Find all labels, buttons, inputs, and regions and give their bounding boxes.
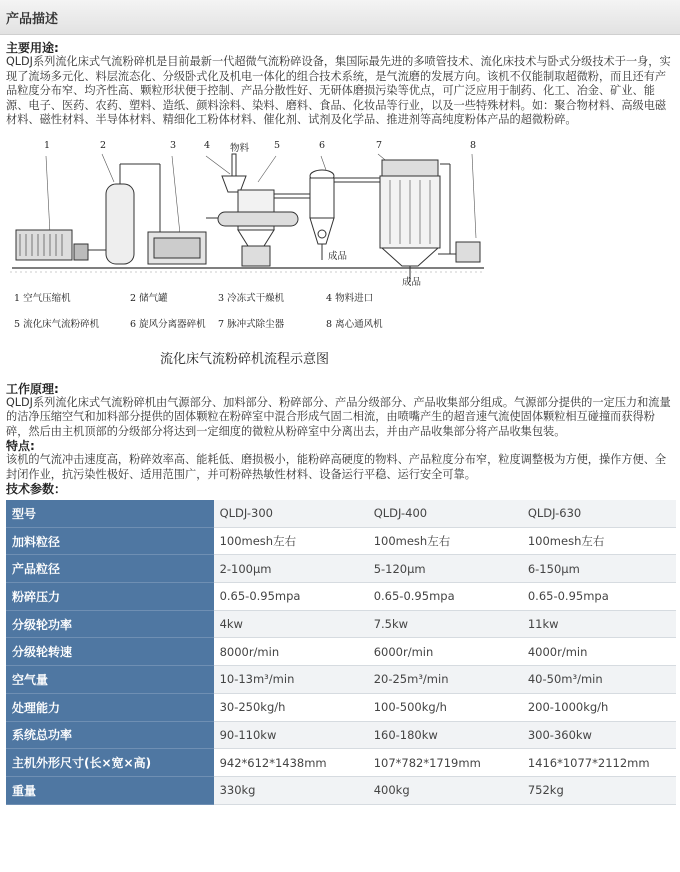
process-flow-drawing xyxy=(10,134,486,378)
spec-value: 20-25m³/min xyxy=(368,666,522,694)
spec-label: 系统总功率 xyxy=(6,721,214,749)
spec-value: 4000r/min xyxy=(522,638,676,666)
diagram-number-7: 7 xyxy=(376,139,383,151)
table-row xyxy=(6,776,676,804)
features-text: 该机的气流冲击速度高，粉碎效率高、能耗低、磨损极小，能粉碎高硬度的物料、产品粒度分布窄，粒度调整极为方便，操作方便、全封闭作业，抗污染性极好、适用范围广，并可粉碎热敏性材料、设备运行平稳、运行安全可靠。 xyxy=(6,453,667,481)
legend-item-7: 7 脉冲式除尘器 xyxy=(218,318,285,330)
spec-value: QLDJ-630 xyxy=(522,500,676,527)
spec-table xyxy=(6,500,676,805)
usage-text: QLDJ系列流化床式气流粉碎机是目前最新一代超微气流粉碎设备，集国际最先进的多喷管技术、流化床技术与卧式分级技术于一身，实现了流场多元化、料层流态化、分级卧式化及机电一体化的组合技术系统，是气流磨的发展方向。该机不仅能制取超微粉，而且还有产品粒度分布窄、均齐性高、颗粒形状便于控制、产品分散性好、无研体磨损污染等优点，可广泛应用于制药、化工、冶金、矿业、能源、电子、医药、农药、塑料、造纸、颜料涂料、染料、磨料、食品、化妆品等行业，以及一些特殊材料。如：聚合物材料、高级电磁材料、磁性材料、半导体材料、精细化工粉体材料、催化剂、试剂及化学品、推进剂等高纯度粉体产品的超微粉碎。 xyxy=(6,55,671,126)
spec-value: 6-150μm xyxy=(522,555,676,583)
legend-item-6: 6 旋风分离器碎机 xyxy=(130,318,206,330)
spec-value: 200-1000kg/h xyxy=(522,693,676,721)
diagram-number-5: 5 xyxy=(274,139,281,151)
legend-item-2: 2 储气罐 xyxy=(130,292,168,304)
table-row xyxy=(6,583,676,611)
spec-value: 330kg xyxy=(214,776,368,804)
spec-value: 100-500kg/h xyxy=(368,693,522,721)
spec-value: 0.65-0.95mpa xyxy=(368,583,522,611)
spec-value: 100mesh左右 xyxy=(522,527,676,555)
spec-value: 0.65-0.95mpa xyxy=(214,583,368,611)
product-label-1: 成品 xyxy=(328,250,348,262)
spec-value: 160-180kw xyxy=(368,721,522,749)
principle-title: 工作原理: xyxy=(6,381,59,396)
section-title: 产品描述 xyxy=(6,11,59,27)
spec-value: 942*612*1438mm xyxy=(214,749,368,777)
spec-value: QLDJ-400 xyxy=(368,500,522,527)
diagram-caption: 流化床气流粉碎机流程示意图 xyxy=(160,351,330,367)
spec-label: 产品粒径 xyxy=(6,555,214,583)
spec-value: 6000r/min xyxy=(368,638,522,666)
spec-value: 0.65-0.95mpa xyxy=(522,583,676,611)
table-row xyxy=(6,555,676,583)
diagram-number-2: 2 xyxy=(100,139,107,151)
principle-text: QLDJ系列流化床式气流粉碎机由气源部分、加料部分、粉碎部分、产品分级部分、产品收集部分组成。气源部分提供的一定压力和流量的洁净压缩空气和加料部分提供的固体颗粒在粉碎室中混合形成气固二相流，由喷嘴产生的超音速气流使固体颗粒相互碰撞而获得粉碎，然后由主机顶部的分级部分将达到一定细度的微粒从粉碎室中分离出去，并由产品收集部分将产品收集包装。 xyxy=(6,395,671,438)
legend-item-5: 5 流化床气流粉碎机 xyxy=(14,318,100,330)
diagram-number-1: 1 xyxy=(44,139,51,151)
spec-value: 5-120μm xyxy=(368,555,522,583)
spec-title: 技术参数： xyxy=(6,482,67,496)
table-row xyxy=(6,749,676,777)
spec-label: 型号 xyxy=(6,500,214,527)
spec-value: 8000r/min xyxy=(214,638,368,666)
table-row xyxy=(6,638,676,666)
table-row xyxy=(6,527,676,555)
legend-item-4: 4 物料进口 xyxy=(326,292,374,304)
spec-value: 40-50m³/min xyxy=(522,666,676,694)
features-title: 特点: xyxy=(6,439,35,453)
diagram-number-8: 8 xyxy=(470,139,477,151)
usage-title: 主要用途: xyxy=(6,41,59,55)
spec-value: 400kg xyxy=(368,776,522,804)
product-description xyxy=(0,35,680,805)
product-label-2: 成品 xyxy=(402,276,422,288)
spec-label: 分级轮转速 xyxy=(6,638,214,666)
spec-value: 90-110kw xyxy=(214,721,368,749)
spec-value: 107*782*1719mm xyxy=(368,749,522,777)
spec-label: 主机外形尺寸(长×宽×高) xyxy=(6,749,214,777)
spec-label: 分级轮功率 xyxy=(6,610,214,638)
table-row xyxy=(6,666,676,694)
spec-value: 11kw xyxy=(522,610,676,638)
spec-label: 空气量 xyxy=(6,666,214,694)
legend-item-3: 3 冷冻式干燥机 xyxy=(218,292,285,304)
legend-item-1: 1 空气压缩机 xyxy=(14,292,71,304)
spec-value: 7.5kw xyxy=(368,610,522,638)
spec-value: 30-250kg/h xyxy=(214,693,368,721)
diagram-number-4: 4 xyxy=(204,139,211,151)
spec-value: 2-100μm xyxy=(214,555,368,583)
table-row xyxy=(6,610,676,638)
spec-value: QLDJ-300 xyxy=(214,500,368,527)
spec-value: 1416*1077*2112mm xyxy=(522,749,676,777)
material-label: 物料 xyxy=(230,142,250,154)
spec-value: 10-13m³/min xyxy=(214,666,368,694)
spec-value: 300-360kw xyxy=(522,721,676,749)
diagram-number-3: 3 xyxy=(170,139,177,151)
process-flow-diagram xyxy=(10,134,486,378)
legend-item-8: 8 离心通风机 xyxy=(326,318,383,330)
spec-value: 100mesh左右 xyxy=(214,527,368,555)
spec-value: 100mesh左右 xyxy=(368,527,522,555)
spec-value: 4kw xyxy=(214,610,368,638)
spec-value: 752kg xyxy=(522,776,676,804)
table-row xyxy=(6,721,676,749)
spec-label: 重量 xyxy=(6,776,214,804)
section-header xyxy=(0,0,680,35)
table-row xyxy=(6,500,676,527)
spec-label: 加料粒径 xyxy=(6,527,214,555)
diagram-number-6: 6 xyxy=(319,139,326,151)
table-row xyxy=(6,693,676,721)
spec-label: 处理能力 xyxy=(6,693,214,721)
spec-label: 粉碎压力 xyxy=(6,583,214,611)
